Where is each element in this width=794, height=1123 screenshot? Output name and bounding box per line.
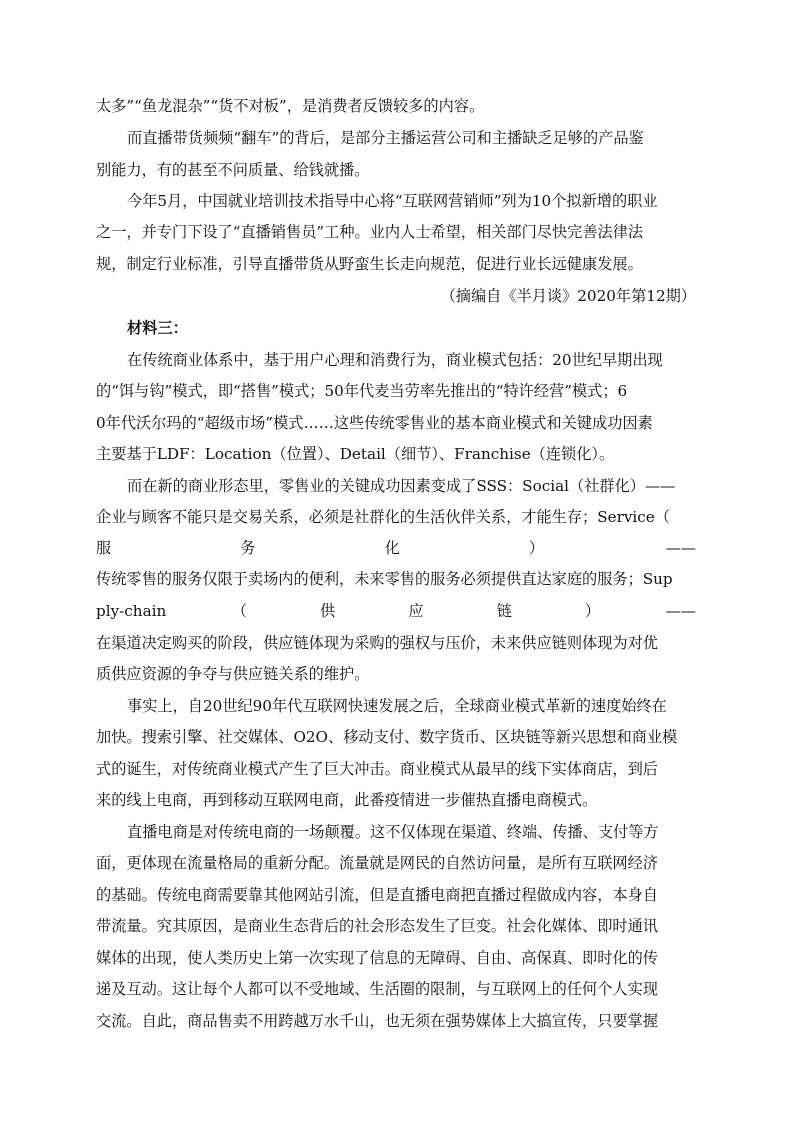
text-line: 的基础。传统电商需要靠其他网站引流，但是直播电商把直播过程做成内容，本身自	[96, 886, 658, 904]
text-line: 面，更体现在流量格局的重新分配。流量就是网民的自然访问量，是所有互联网经济	[96, 854, 658, 872]
text-line: 太多”“鱼龙混杂”“货不对板”，是消费者反馈较多的内容。	[96, 97, 485, 115]
text-line: 来的线上电商，再到移动互联网电商，此番疫情进一步催热直播电商模式。	[96, 791, 598, 809]
text-line: 质供应资源的争夺与供应链关系的维护。	[96, 665, 370, 683]
text-line: 今年5月，中国就业培训技术指导中心将“互联网营销师”列为10个拟新增的职业	[127, 192, 658, 210]
text-line: 媒体的出现，使人类历史上第一次实现了信息的无障碍、自由、高保真、即时化的传	[96, 949, 658, 967]
text-line: 服 务 化 ） ——	[96, 539, 696, 557]
text-line: 0年代沃尔玛的“超级市场”模式……这些传统零售业的基本商业模式和关键成功因素	[96, 414, 653, 432]
text-line: ply-chain （ 供 应 链 ） ——	[96, 602, 696, 620]
text-line: 而在新的商业形态里，零售业的关键成功因素变成了SSS：Social（社群化）——	[127, 477, 676, 495]
text-line: 加快。搜索引擎、社交媒体、O2O、移动支付、数字货币、区块链等新兴思想和商业模	[96, 728, 678, 746]
text-line: 的“饵与钩”模式，即“搭售”模式；50年代麦当劳率先推出的“特许经营”模式；6	[96, 382, 628, 400]
text-line: 企业与顾客不能只是交易关系，必须是社群化的生活伙伴关系，才能生存；Service（	[96, 508, 670, 526]
text-line: 交流。自此，商品售卖不用跨越万水千山，也无须在强势媒体上大搞宣传，只要掌握	[96, 1012, 658, 1030]
text-line: 传统零售的服务仅限于卖场内的便利，未来零售的服务必须提供直达家庭的服务；Sup	[96, 570, 673, 588]
text-line: 直播电商是对传统电商的一场颠覆。这不仅体现在渠道、终端、传播、支付等方	[127, 823, 659, 841]
section-heading: 材料三：	[127, 319, 188, 337]
text-line: 规，制定行业标准，引导直播带货从野蛮生长走向规范，促进行业长远健康发展。	[96, 255, 643, 273]
text-line: 事实上，自20世纪90年代互联网快速发展之后，全球商业模式革新的速度始终在	[127, 697, 667, 715]
text-line: 别能力，有的甚至不问质量、给钱就播。	[96, 161, 370, 179]
text-line: 之一，并专门下设了“直播销售员”工种。业内人士希望，相关部门尽快完善法律法	[96, 223, 644, 241]
text-line: 主要基于LDF：Location（位置）、Detail（细节）、Franchise（连锁化）。	[96, 445, 615, 463]
text-line: 式的诞生，对传统商业模式产生了巨大冲击。商业模式从最早的线下实体商店，到后	[96, 760, 658, 778]
text-line: 递及互动。这让每个人都可以不受地域、生活圈的限制，与互联网上的任何个人实现	[96, 980, 658, 998]
text-line: 在渠道决定购买的阶段，供应链体现为采购的强权与压价，未来供应链则体现为对优	[96, 634, 658, 652]
text-line: 带流量。究其原因，是商业生态背后的社会形态发生了巨变。社会化媒体、即时通讯	[96, 917, 658, 935]
source-citation: （摘编自《半月谈》2020年第12期）	[440, 287, 696, 305]
text-line: 在传统商业体系中，基于用户心理和消费行为，商业模式包括：20世纪早期出现	[127, 351, 663, 369]
text-line: 而直播带货频频“翻车”的背后，是部分主播运营公司和主播缺乏足够的产品鉴	[127, 129, 644, 147]
